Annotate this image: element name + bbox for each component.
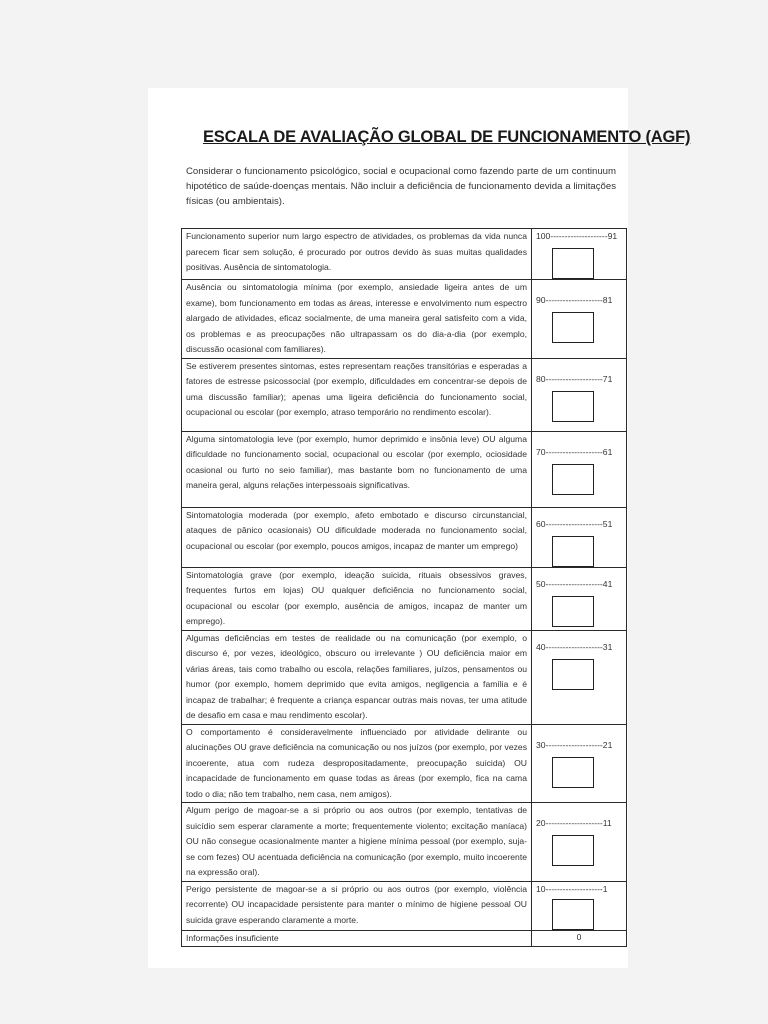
score-cell (532, 280, 627, 359)
table-row (182, 280, 627, 359)
score-input-box[interactable] (552, 899, 594, 930)
table-row (182, 431, 627, 507)
score-cell (532, 630, 627, 724)
score-cell (532, 803, 627, 882)
row-description: Ausência ou sintomatologia mínima (por exemplo, ansiedade ligeira antes de um exame), bom funcionamento em todas as áreas, interesse e envolvimento num espectro alargado de atividades, eficaz socialmente, de uma maneira geral satisfeito com a vida, os problemas e as preocupações não ultrapassam os do dia-a-dia (por exemplo, discussão ocasional com familiares). (182, 280, 532, 359)
score-zero: 0 (576, 931, 582, 942)
score-range: 70--------------------61 (536, 446, 613, 457)
table-row (182, 567, 627, 630)
row-description: Se estiverem presentes sintomas, estes representam reações transitórias e esperadas a fatores de estresse psicossocial (por exemplo, dificuldades em concentrar-se depois de uma discussão familiar); apenas uma ligeira deficiência do funcionamento social, ocupacional ou escolar (por exemplo, atraso temporário no rendimento escolar). (182, 358, 532, 431)
score-input-box[interactable] (552, 536, 594, 567)
row-description: Algumas deficiências em testes de realidade ou na comunicação (por exemplo, o discurso é, por vezes, ideológico, obscuro ou irrelevante ) OU deficiência maior em várias áreas, tais como trabalho ou escola, relações familiares, juízos, pensamentos ou humor (por exemplo, homem deprimido que evita amigos, negligencia a família e é incapaz de trabalhar; é frequente a criança espancar outras mais novas, ter uma atitude de desafio em casa e mau rendimento escolar). (182, 630, 532, 724)
score-range: 30--------------------21 (536, 739, 613, 750)
score-cell (532, 431, 627, 507)
score-input-box[interactable] (552, 464, 594, 495)
table-row (182, 229, 627, 280)
table-row (182, 358, 627, 431)
table-row (182, 724, 627, 803)
row-description: Funcionamento superior num largo espectro de atividades, os problemas da vida nunca parecem ficar sem solução, é procurado por outros devido às suas muitas qualidades positivas. Ausência de sintomatologia. (182, 229, 532, 280)
row-description: Perigo persistente de magoar-se a si próprio ou aos outros (por exemplo, violência recorrente) OU incapacidade persistente para manter o mínimo de higiene pessoal OU suicida grave esperando claramente a morte. (182, 881, 532, 930)
score-input-box[interactable] (552, 596, 594, 627)
row-description: Informações insuficiente (182, 930, 532, 947)
score-cell (532, 358, 627, 431)
score-input-box[interactable] (552, 835, 594, 866)
table-row (182, 803, 627, 882)
score-input-box[interactable] (552, 391, 594, 422)
document-title: ESCALA DE AVALIAÇÃO GLOBAL DE FUNCIONAMENTO (AGF) (203, 128, 691, 146)
score-range: 90--------------------81 (536, 295, 613, 305)
score-range: 80--------------------71 (536, 373, 613, 384)
score-cell (532, 567, 627, 630)
score-range: 20--------------------11 (536, 818, 612, 828)
score-cell (532, 507, 627, 567)
score-range: 60--------------------51 (536, 518, 613, 529)
table-row-insufficient (182, 930, 627, 947)
score-cell (532, 930, 627, 947)
row-description: Sintomatologia grave (por exemplo, ideação suicida, rituais obsessivos graves, frequentes furtos em lojas) OU qualquer deficiência no funcionamento social, ocupacional ou escolar (por exemplo, ausência de amigos, incapaz de manter um emprego). (182, 567, 532, 630)
table-row (182, 881, 627, 930)
row-description: O comportamento é consideravelmente influenciado por atividade delirante ou alucinações OU grave deficiência na comunicação ou nos juízos (por exemplo, por vezes incoerente, atua com rudeza despropositadamente, preocupação suicida) OU incapacidade de funcionamento em quase todas as áreas (por exemplo, fica na cama todo o dia; não tem trabalho, nem casa, nem amigos). (182, 724, 532, 803)
score-range: 50--------------------41 (536, 578, 613, 589)
score-cell (532, 724, 627, 803)
row-description: Sintomatologia moderada (por exemplo, afeto embotado e discurso circunstancial, ataques de pânico ocasionais) OU dificuldade moderada no funcionamento social, ocupacional ou escolar (por exemplo, poucos amigos, incapaz de manter um emprego) (182, 507, 532, 567)
score-input-box[interactable] (552, 248, 594, 279)
score-range: 100--------------------91 (536, 231, 618, 241)
intro-paragraph: Considerar o funcionamento psicológico, social e ocupacional como fazendo parte de um continuum hipotético de saúde-doenças mentais. Não incluir a deficiência de funcionamento devida a limitações físicas (ou ambientais). (186, 166, 616, 207)
score-input-box[interactable] (552, 312, 594, 343)
score-cell (532, 229, 627, 280)
score-input-box[interactable] (552, 659, 594, 690)
table-row (182, 630, 627, 724)
score-range: 40--------------------31 (536, 641, 613, 652)
score-range: 10--------------------1 (536, 883, 608, 894)
score-cell (532, 881, 627, 930)
row-description: Alguma sintomatologia leve (por exemplo, humor deprimido e insônia leve) OU alguma dificuldade no funcionamento social, ocupacional ou escolar (por exemplo, ociosidade ocasional ou furto no seio familiar), mas bastante bom no funcionamento de uma maneira geral, alguns relações interpessoais significativas. (182, 431, 532, 507)
row-description: Algum perigo de magoar-se a si próprio ou aos outros (por exemplo, tentativas de suicídio sem esperar claramente a morte; frequentemente violento; excitação maníaca) OU não consegue ocasionalmente manter a higiene mínima pessoal (por exemplo, suja-se com fezes) OU acentuada deficiência na comunicação (por exemplo, muito incoerente na expressão oral). (182, 803, 532, 882)
table-row (182, 507, 627, 567)
agf-scale-table (181, 228, 627, 947)
score-input-box[interactable] (552, 757, 594, 788)
